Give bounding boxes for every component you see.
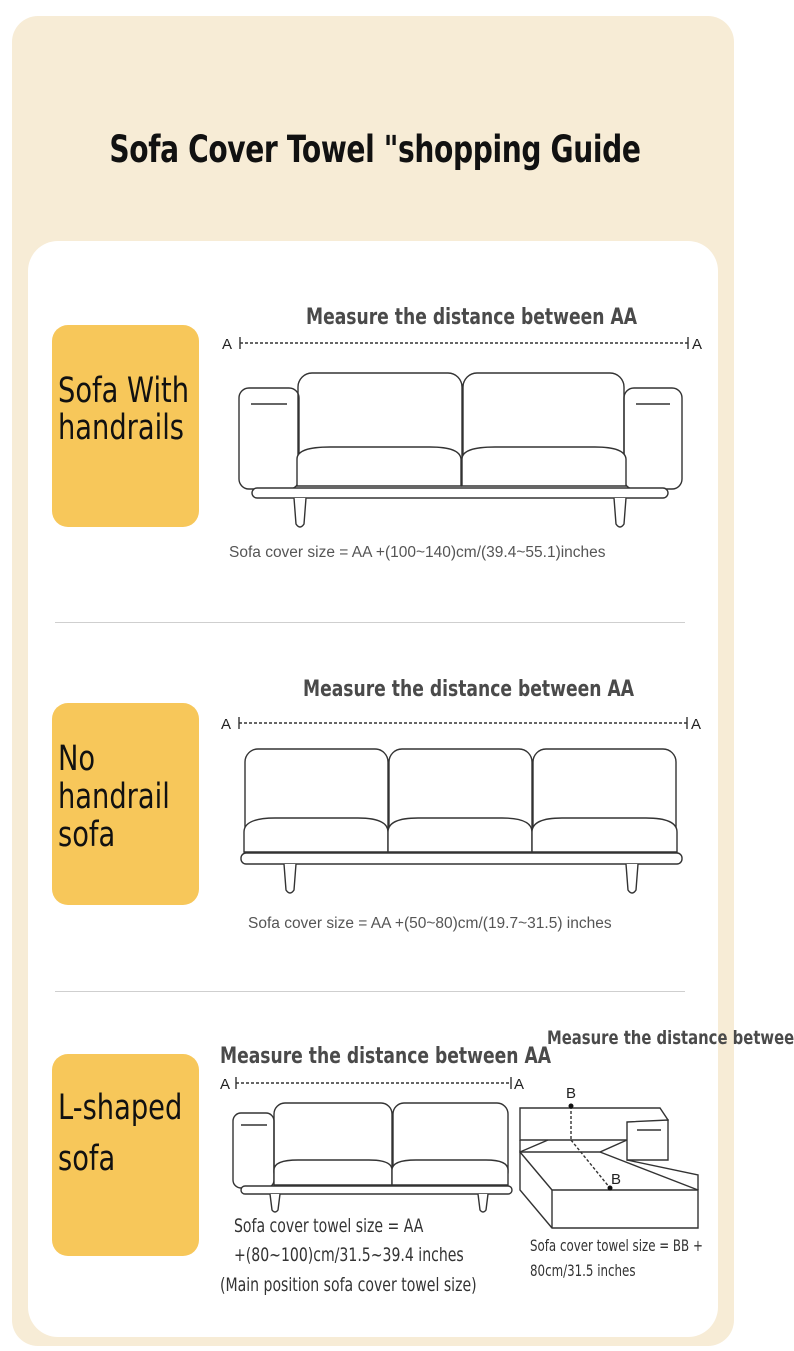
marker-a-left: A (220, 1076, 231, 1093)
label-line: Sofa With (58, 371, 190, 411)
page-title: Sofa Cover Towel "shopping Guide (109, 128, 641, 171)
measure-label: Measure the distance between AA (303, 677, 635, 702)
marker-a-left: A (221, 716, 232, 733)
side-formula-line: 80cm/31.5 inches (530, 1261, 636, 1280)
size-formula: Sofa cover size = AA +(100~140)cm/(39.4~55.1)inches (229, 544, 606, 561)
label-line: handrail (58, 777, 170, 817)
marker-a-right: A (514, 1076, 525, 1093)
marker-a-right: A (691, 716, 702, 733)
side-measure-label: Measure the distance betwee (547, 1027, 794, 1049)
l-sofa-formula-note: (Main position sofa cover towel size) (220, 1274, 477, 1296)
label-line: sofa (58, 815, 116, 855)
measure-label: Measure the distance between AA (220, 1044, 552, 1069)
marker-a-right: A (692, 336, 703, 353)
l-sofa-formula-line: Sofa cover towel size = AA (234, 1215, 424, 1237)
measure-label: Measure the distance between AA (306, 305, 638, 330)
label-line: handrails (58, 408, 185, 448)
marker-b-bottom: B (611, 1171, 622, 1188)
l-sofa-formula-line: +(80~100)cm/31.5~39.4 inches (234, 1244, 464, 1266)
size-formula: Sofa cover size = AA +(50~80)cm/(19.7~31.5) inches (248, 915, 612, 932)
marker-b-top: B (566, 1085, 577, 1102)
point-b-top (569, 1104, 574, 1109)
label-line: sofa (58, 1139, 116, 1179)
marker-a-left: A (222, 336, 233, 353)
label-line: No (58, 739, 96, 779)
side-formula-line: Sofa cover towel size = BB + (530, 1236, 703, 1255)
label-line: L-shaped (58, 1088, 183, 1128)
